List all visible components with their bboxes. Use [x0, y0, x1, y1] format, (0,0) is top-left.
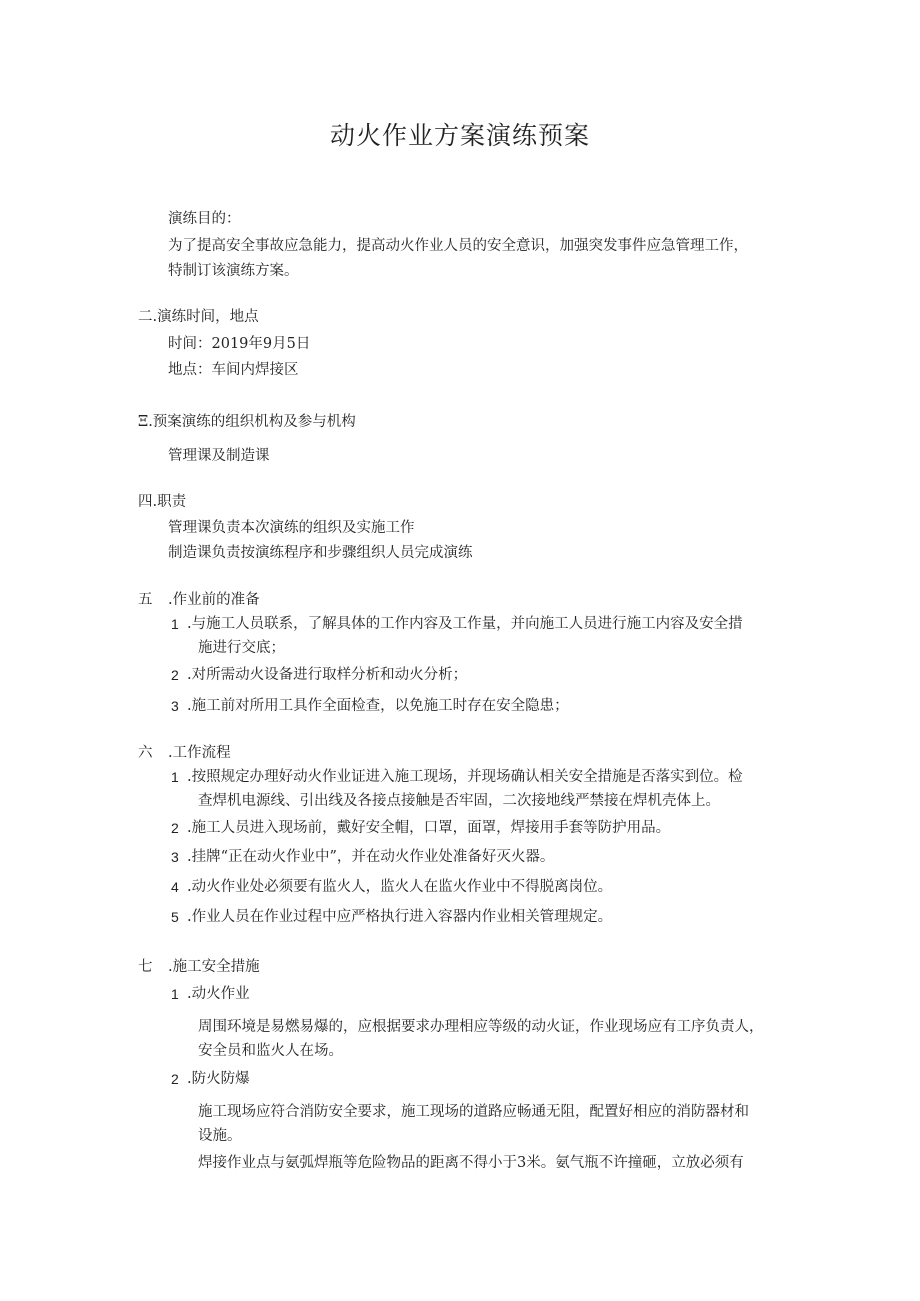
s2-heading: 二.演练时间，地点	[138, 309, 259, 325]
s1-heading: 演练目的：	[168, 211, 241, 227]
s7-item-2-para-line2: 设施。	[198, 1128, 242, 1144]
s6-item-2-line1: .施工人员进入现场前，戴好安全帽，口罩，面罩，焊接用手套等防护用品。	[187, 820, 671, 836]
s3-heading: Ξ.预案演练的组织机构及参与机构	[138, 414, 356, 430]
s5-item-1-line2: 施进行交底；	[198, 640, 285, 656]
s3-body: 管理课及制造课	[168, 448, 270, 464]
s6-item-1-line1: .按照规定办理好动火作业证进入施工现场，并现场确认相关安全措施是否落实到位。检	[187, 769, 743, 785]
s6-item-1-number: 1	[171, 769, 179, 785]
s7-number: 七	[138, 959, 153, 975]
s5-item-2-number: 2	[171, 667, 179, 683]
s7-item-2-para-line3: 焊接作业点与氨弧焊瓶等危险物品的距离不得小于3米。氨气瓶不许撞砸，立放必须有	[198, 1155, 744, 1171]
s6-item-3-line1: .挂牌“正在动火作业中”，并在动火作业处准备好灭火器。	[187, 849, 555, 865]
s5-item-3-number: 3	[171, 698, 179, 714]
s7-item-1-para-line2: 安全员和监火人在场。	[198, 1043, 343, 1059]
s6-heading: .工作流程	[168, 745, 231, 761]
s2-time: 时间：2019年9月5日	[168, 336, 311, 352]
s6-item-2-number: 2	[171, 820, 179, 836]
s2-place: 地点：车间内焊接区	[168, 362, 299, 378]
s1-line1: 为了提高安全事故应急能力，提高动火作业人员的安全意识，加强突发事件应急管理工作，	[168, 238, 748, 254]
s6-item-4-line1: .动火作业处必须要有监火人，监火人在监火作业中不得脱离岗位。	[187, 879, 613, 895]
s4-line1: 管理课负责本次演练的组织及实施工作	[168, 520, 415, 536]
s4-heading: 四.职责	[138, 494, 187, 510]
s4-line2: 制造课负责按演练程序和步骤组织人员完成演练	[168, 545, 473, 561]
document-title: 动火作业方案演练预案	[329, 121, 590, 150]
s7-item-1-number: 1	[171, 986, 179, 1002]
s7-heading: .施工安全措施	[168, 959, 260, 975]
s6-item-5-number: 5	[171, 909, 179, 925]
s6-number: 六	[138, 745, 153, 761]
s5-item-1-number: 1	[171, 616, 179, 632]
s5-item-2-line1: .对所需动火设备进行取样分析和动火分析；	[187, 667, 468, 683]
s5-item-3-line1: .施工前对所用工具作全面检查，以免施工时存在安全隐患；	[187, 698, 569, 714]
s6-item-1-line2: 查焊机电源线、引出线及各接点接触是否牢固，二次接地线严禁接在焊机壳体上。	[198, 793, 720, 809]
s7-item-2-label: .防火防爆	[187, 1071, 250, 1087]
s7-item-2-para-line1: 施工现场应符合消防安全要求，施工现场的道路应畅通无阻，配置好相应的消防器材和	[198, 1104, 749, 1120]
s6-item-4-number: 4	[171, 879, 179, 895]
s7-item-2-number: 2	[171, 1071, 179, 1087]
s1-line2: 特制订该演练方案。	[168, 263, 299, 279]
s5-item-1-line1: .与施工人员联系，了解具体的工作内容及工作量，并向施工人员进行施工内容及安全措	[187, 616, 743, 632]
s7-item-1-label: .动火作业	[187, 986, 250, 1002]
s5-number: 五	[138, 592, 153, 608]
s5-heading: .作业前的准备	[168, 592, 260, 608]
s6-item-5-line1: .作业人员在作业过程中应严格执行进入容器内作业相关管理规定。	[187, 909, 613, 925]
s6-item-3-number: 3	[171, 849, 179, 865]
s7-item-1-para-line1: 周围环境是易燃易爆的，应根据要求办理相应等级的动火证，作业现场应有工序负责人，	[198, 1019, 764, 1035]
